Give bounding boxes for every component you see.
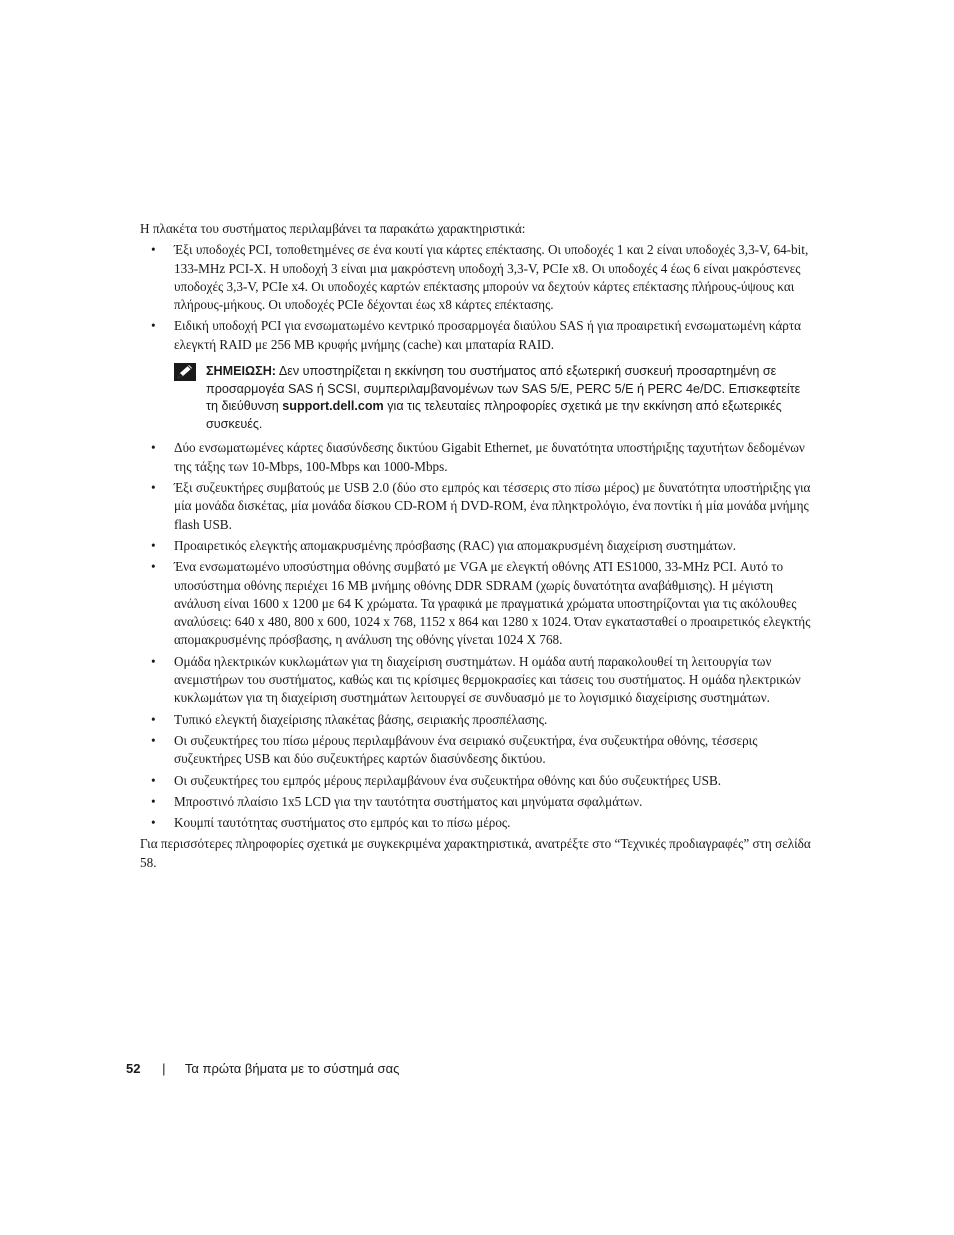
list-item-text: Έξι υποδοχές PCI, τοποθετημένες σε ένα κουτί για κάρτες επέκτασης. Οι υποδοχές 1 και 2 είναι υποδοχές 3,3-V, 64-bit, 133-MHz PCI-X. Η υποδοχή 3 είναι μια μακρόστενη υποδοχή 3,3-V, PCIe x8. Οι υποδοχές 4 έως 6 είναι μακρόστενες υποδοχές 3,3-V, PCIe x4. Οι υποδοχές καρτών επέκτασης μπορούν να δεχτούν κάρτες επέκτασης πλήρους-ύψους και πλήρους-μήκους. Οι υποδοχές PCIe δέχονται έως x8 κάρτες επέκτασης.: [174, 242, 809, 313]
footer-separator: |: [162, 1061, 166, 1076]
list-item-text: Ένα ενσωματωμένο υποσύστημα οθόνης συμβατό με VGA με ελεγκτή οθόνης ATI ES1000, 33-MHz PCI. Αυτό το υποσύστημα οθόνης περιέχει 16 MB μνήμης οθόνης DDR SDRAM (χωρίς δυνατότητα αναβάθμισης). Η μέγιστη ανάλυση είναι 1600 x 1200 με 64 K χρώματα. Τα γραφικά με πραγματικά χρώματα υποστηρίζονται για τις ακόλουθες αναλύσεις: 640 x 480, 800 x 600, 1024 x 768, 1152 x 864 και 1280 x 1024. Όταν εγκατασταθεί ο προαιρετικός ελεγκτής απομακρυσμένης πρόσβασης, η ανάλυση της οθόνης γίνεται 1024 X 768.: [174, 559, 811, 648]
list-item: [140, 241, 812, 314]
outro-paragraph: Για περισσότερες πληροφορίες σχετικά με συγκεκριμένα χαρακτηριστικά, ανατρέξτε στο “Τεχνικές προδιαγραφές” στη σελίδα 58.: [140, 836, 811, 870]
list-item: [140, 537, 812, 555]
list-item-text: Μπροστινό πλαίσιο 1x5 LCD για την ταυτότητα συστήματος και μηνύματα σφαλμάτων.: [174, 793, 643, 809]
bullet-glyph: •: [151, 242, 156, 258]
list-item: [140, 317, 812, 354]
list-item-text: Κουμπί ταυτότητας συστήματος στο εμπρός και το πίσω μέρος.: [174, 815, 511, 831]
pencil-icon: [174, 363, 196, 381]
list-item-text: Οι συζευκτήρες του πίσω μέρους περιλαμβάνουν ένα σειριακό συζευκτήρα, ένα συζευκτήρα οθόνης, τέσσερις συζευκτήρες USB και δύο συζευκτήρες καρτών διασύνδεσης δικτύου.: [174, 732, 758, 767]
bullet-glyph: •: [151, 653, 156, 669]
list-item-text: Ειδική υποδοχή PCI για ενσωματωμένο κεντρικό προσαρμογέα διαύλου SAS ή για προαιρετική ενσωματωμένη κάρτα ελεγκτή RAID με 256 MB κρυφής μνήμης (cache) και μπαταρία RAID.: [174, 318, 802, 352]
list-item-text: Οι συζευκτήρες του εμπρός μέρους περιλαμβάνουν ένα συζευκτήρα οθόνης και δύο συζευκτήρες USB.: [174, 772, 722, 788]
list-item: [140, 479, 812, 534]
page-footer: [126, 1061, 399, 1076]
note-label: ΣΗΜΕΙΩΣΗ:: [206, 364, 276, 379]
bullet-glyph: •: [151, 815, 156, 831]
list-item: [140, 772, 812, 790]
feature-list-before-note: [140, 241, 812, 354]
page-number: 52: [126, 1061, 141, 1076]
feature-list-after-note: [140, 439, 812, 832]
list-item: [140, 558, 812, 649]
list-item: [140, 711, 812, 729]
list-item-text: Ομάδα ηλεκτρικών κυκλωμάτων για τη διαχείριση συστημάτων. Η ομάδα αυτή παρακολουθεί τη λειτουργία των ανεμιστήρων του συστήματος, καθώς και τις κρίσιμες θερμοκρασίες και τάσεις του συστήματος. Η ομάδα ηλεκτρικών κυκλωμάτων για τη διαχείριση συστημάτων λειτουργεί σε συνδυασμό με το λογισμικό διαχείρισης συστημάτων.: [174, 653, 801, 706]
bullet-glyph: •: [151, 559, 156, 575]
bullet-glyph: •: [151, 711, 156, 727]
bullet-glyph: •: [151, 793, 156, 809]
bullet-glyph: •: [151, 440, 156, 456]
page-body: [140, 220, 812, 872]
list-item-text: Προαιρετικός ελεγκτής απομακρυσμένης πρόσβασης (RAC) για απομακρυσμένη διαχείριση συστημάτων.: [174, 537, 737, 553]
support-link[interactable]: support.dell.com: [282, 399, 384, 414]
note-text-end: για τις τελευταίες πληροφορίες σχετικά με την εκκίνηση από εξωτερικές συσκευές.: [206, 399, 782, 431]
bullet-glyph: •: [151, 772, 156, 788]
list-item: [140, 793, 812, 811]
bullet-glyph: •: [151, 537, 156, 553]
list-item: [140, 653, 812, 708]
list-item-text: Τυπικό ελεγκτή διαχείρισης πλακέτας βάσης, σειριακής προσπέλασης.: [174, 711, 548, 727]
section-title: Τα πρώτα βήματα με το σύστημά σας: [184, 1061, 400, 1076]
list-item: [140, 814, 812, 832]
list-item-text: Δύο ενσωματωμένες κάρτες διασύνδεσης δικτύου Gigabit Ethernet, με δυνατότητα υποστήριξης ταχυτήτων δεδομένων της τάξης των 10-Mbps, 100-Mbps και 1000-Mbps.: [174, 440, 805, 474]
list-item: [140, 439, 812, 476]
bullet-glyph: •: [151, 480, 156, 496]
intro-paragraph: Η πλακέτα του συστήματος περιλαμβάνει τα παρακάτω χαρακτηριστικά:: [140, 221, 526, 236]
list-item: [140, 732, 812, 769]
list-item-text: Έξι συζευκτήρες συμβατούς με USB 2.0 (δύο στο εμπρός και τέσσερις στο πίσω μέρος) με δυνατότητα υποστήριξης για μία μονάδα δισκέτας, μία μονάδα δίσκου CD-ROM ή DVD-ROM, ένα πληκτρολόγιο, ένα ποντίκι ή μία μονάδα μνήμης flash USB.: [174, 480, 811, 532]
bullet-glyph: •: [151, 318, 156, 334]
note-block: [174, 363, 812, 433]
note-text: Δεν υποστηρίζεται η εκκίνηση του συστήματος από εξωτερική συσκευή προσαρτημένη σε προσαρμογέα SAS ή SCSI, συμπεριλαμβανομένων των SAS 5/E, PERC 5/E ή PERC 4e/DC. Επισκεφτείτε τη διεύθυνση: [206, 364, 801, 414]
bullet-glyph: •: [151, 732, 156, 748]
